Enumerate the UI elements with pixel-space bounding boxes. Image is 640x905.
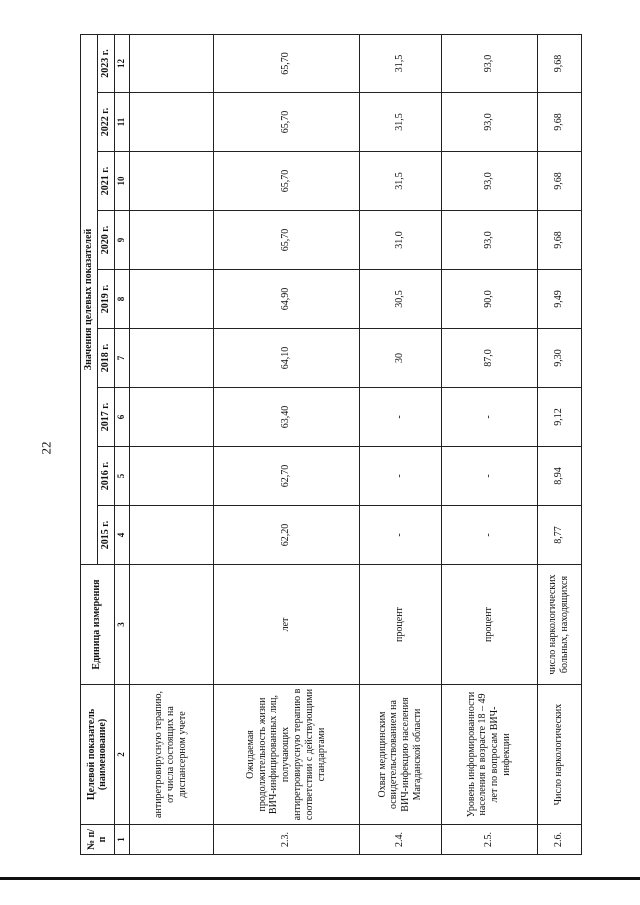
row-value: 62,20 xyxy=(213,506,359,565)
row-value: 9,68 xyxy=(537,34,581,92)
header-year: 2016 г. xyxy=(97,447,114,506)
row-value: 31,5 xyxy=(359,34,441,92)
table-row xyxy=(129,34,213,854)
target-indicators-table xyxy=(80,34,582,855)
row-value xyxy=(129,93,213,152)
row-value: - xyxy=(441,388,537,447)
row-value: 93,0 xyxy=(441,93,537,152)
row-indicator-name: Число наркологических xyxy=(537,685,581,825)
column-number: 8 xyxy=(114,270,129,329)
row-value: 31,0 xyxy=(359,211,441,270)
row-value: 31,5 xyxy=(359,93,441,152)
header-year: 2019 г. xyxy=(97,270,114,329)
column-number: 2 xyxy=(114,685,129,825)
row-value: 65,70 xyxy=(213,211,359,270)
row-value: 87,0 xyxy=(441,329,537,388)
header-indicator: Целевой показатель (наименование) xyxy=(81,685,115,825)
table-row xyxy=(359,34,441,854)
row-value: 8,77 xyxy=(537,506,581,565)
row-value: 9,12 xyxy=(537,388,581,447)
row-value: 65,70 xyxy=(213,152,359,211)
column-number: 1 xyxy=(114,825,129,855)
header-year: 2018 г. xyxy=(97,329,114,388)
row-value: 9,49 xyxy=(537,270,581,329)
row-value: 93,0 xyxy=(441,34,537,92)
row-unit: процент xyxy=(441,565,537,685)
row-indicator-name: Охват медицинским освидетельствованием на ВИЧ-инфекцию населения Магаданской области xyxy=(359,685,441,825)
row-indicator-name: Ожидаемая продолжительность жизни ВИЧ-инфицированных лиц, получающих антиретровирусную терапию в соответствии с действующими стандартами xyxy=(213,685,359,825)
row-value: 62,70 xyxy=(213,447,359,506)
row-value: 9,30 xyxy=(537,329,581,388)
column-number: 11 xyxy=(114,93,129,152)
table-row xyxy=(213,34,359,854)
header-year: 2015 г. xyxy=(97,506,114,565)
header-year: 2017 г. xyxy=(97,388,114,447)
row-value xyxy=(129,388,213,447)
row-value: 31,5 xyxy=(359,152,441,211)
table-row xyxy=(537,34,581,854)
row-value: - xyxy=(359,447,441,506)
row-value xyxy=(129,447,213,506)
row-value: - xyxy=(359,506,441,565)
row-value: 64,90 xyxy=(213,270,359,329)
row-unit: число наркологических больных, находящихся xyxy=(537,565,581,685)
row-value: 9,68 xyxy=(537,211,581,270)
row-value: 65,70 xyxy=(213,34,359,92)
row-value: - xyxy=(441,506,537,565)
column-number: 4 xyxy=(114,506,129,565)
row-value: 93,0 xyxy=(441,211,537,270)
row-value: - xyxy=(359,388,441,447)
header-year: 2022 г. xyxy=(97,93,114,152)
header-row-1 xyxy=(81,34,98,854)
header-year: 2021 г. xyxy=(97,152,114,211)
row-value: - xyxy=(441,447,537,506)
row-value xyxy=(129,152,213,211)
row-value: 30 xyxy=(359,329,441,388)
column-numbers-row xyxy=(114,34,129,854)
column-number: 7 xyxy=(114,329,129,388)
row-unit: лет xyxy=(213,565,359,685)
column-number: 3 xyxy=(114,565,129,685)
row-value xyxy=(129,270,213,329)
row-num xyxy=(129,825,213,855)
row-value: 30,5 xyxy=(359,270,441,329)
column-number: 5 xyxy=(114,447,129,506)
rotated-table-frame xyxy=(80,0,640,855)
header-unit: Единица измерения xyxy=(81,565,115,685)
row-value: 63,40 xyxy=(213,388,359,447)
header-year: 2023 г. xyxy=(97,34,114,92)
row-unit: процент xyxy=(359,565,441,685)
column-number: 9 xyxy=(114,211,129,270)
row-value xyxy=(129,506,213,565)
header-num: № п/п xyxy=(81,825,115,855)
row-unit xyxy=(129,565,213,685)
row-indicator-name: Уровень информированности населения в возрасте 18 – 49 лет по вопросам ВИЧ-инфекции xyxy=(441,685,537,825)
row-value xyxy=(129,329,213,388)
row-indicator-name: антиретровирусную терапию, от числа состоящих на диспансерном учете xyxy=(129,685,213,825)
row-value xyxy=(129,34,213,92)
row-num: 2.6. xyxy=(537,825,581,855)
row-num: 2.3. xyxy=(213,825,359,855)
scan-bottom-edge xyxy=(0,877,640,880)
header-values-group: Значения целевых показателей xyxy=(81,34,98,564)
row-value xyxy=(129,211,213,270)
row-value: 64,10 xyxy=(213,329,359,388)
row-value: 9,68 xyxy=(537,93,581,152)
row-value: 90,0 xyxy=(441,270,537,329)
table-row xyxy=(441,34,537,854)
column-number: 12 xyxy=(114,34,129,92)
row-num: 2.4. xyxy=(359,825,441,855)
row-value: 65,70 xyxy=(213,93,359,152)
header-year: 2020 г. xyxy=(97,211,114,270)
row-value: 93,0 xyxy=(441,152,537,211)
page-number: 22 xyxy=(38,441,54,455)
row-value: 9,68 xyxy=(537,152,581,211)
column-number: 6 xyxy=(114,388,129,447)
row-num: 2.5. xyxy=(441,825,537,855)
column-number: 10 xyxy=(114,152,129,211)
row-value: 8,94 xyxy=(537,447,581,506)
